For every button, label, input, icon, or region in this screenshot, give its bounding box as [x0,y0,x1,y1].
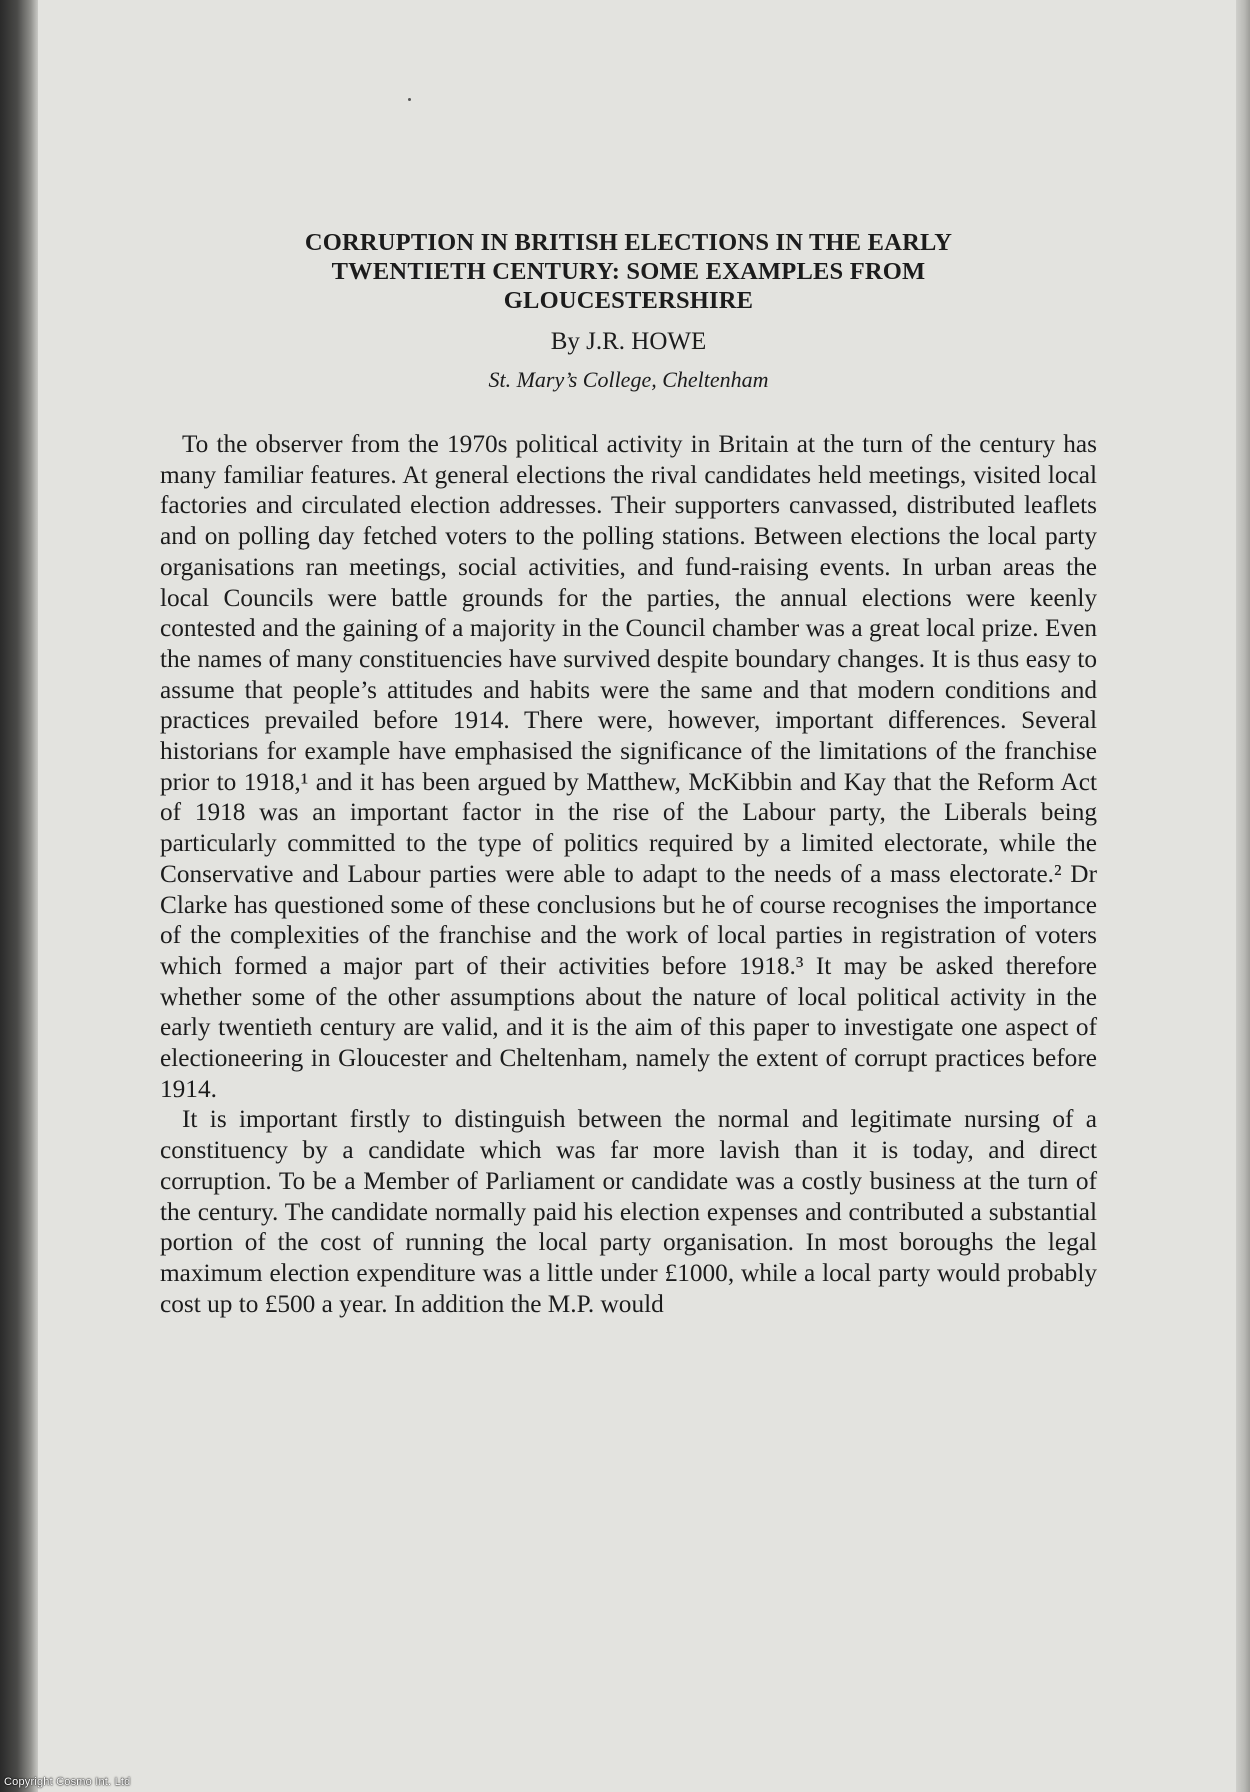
page-right-edge [1236,0,1250,1792]
body-paragraph-1: To the observer from the 1970s political activity in Britain at the turn of the century has many familiar features. At general elections the rival candidates held meetings, visited local factories and circulated election addresses. Their supporters canvassed, distributed leaflets and on polling day fetched voters to the polling stations. Between elections the local party organisations ran meetings, social activities, and fund-raising events. In urban areas the local Councils were battle grounds for the parties, the annual elections were keenly contested and the gaining of a majority in the Council chamber was a great local prize. Even the names of many constituencies have survived despite boundary changes. It is thus easy to assume that people’s attitudes and habits were the same and that modern conditions and practices prevailed before 1914. There were, however, important differences. Several historians for example have emphasised the significance of the limitations of the franchise prior to 1918,¹ and it has been argued by Matthew, McKibbin and Kay that the Reform Act of 1918 was an important factor in the rise of the Labour party, the Liberals being particularly committed to the type of politics required by a limited electorate, while the Conservative and Labour parties were able to adapt to the needs of a mass electorate.² Dr Clarke has questioned some of these conclusions but he of course recognises the importance of the complexities of the franchise and the work of local parties in registration of voters which formed a major part of their activities before 1918.³ It may be asked therefore whether some of the other assumptions about the nature of local political activity in the early twentieth century are valid, and it is the aim of this paper to investigate one aspect of electioneering in Gloucester and Cheltenham, namely the extent of corrupt practices before 1914. [160,430,1097,1103]
article-content [160,228,1097,1319]
article-body [160,429,1097,1319]
article-byline: By J.R. HOWE [550,328,707,355]
book-spine-edge [0,0,38,1792]
title-line-1: CORRUPTION IN BRITISH ELECTIONS IN THE EARLY [304,229,953,256]
page-speck [408,98,411,101]
copyright-watermark: Copyright Cosmo Int. Ltd [4,1776,131,1788]
article-title [160,228,1097,315]
title-line-2: TWENTIETH CENTURY: SOME EXAMPLES FROM [331,258,926,285]
author-affiliation: St. Mary’s College, Cheltenham [488,367,769,392]
document-page [38,0,1236,1792]
body-paragraph-2: It is important firstly to distinguish between the normal and legitimate nursing of a constituency by a candidate which was far more lavish than it is today, and direct corruption. To be a Member of Parliament or candidate was a costly business at the turn of the century. The candidate normally paid his election expenses and contributed a substantial portion of the cost of running the local party organisation. In most boroughs the legal maximum election expenditure was a little under £1000, while a local party would probably cost up to £500 a year. In addition the M.P. would [160,1105,1097,1318]
title-line-3: GLOUCESTERSHIRE [503,287,754,314]
